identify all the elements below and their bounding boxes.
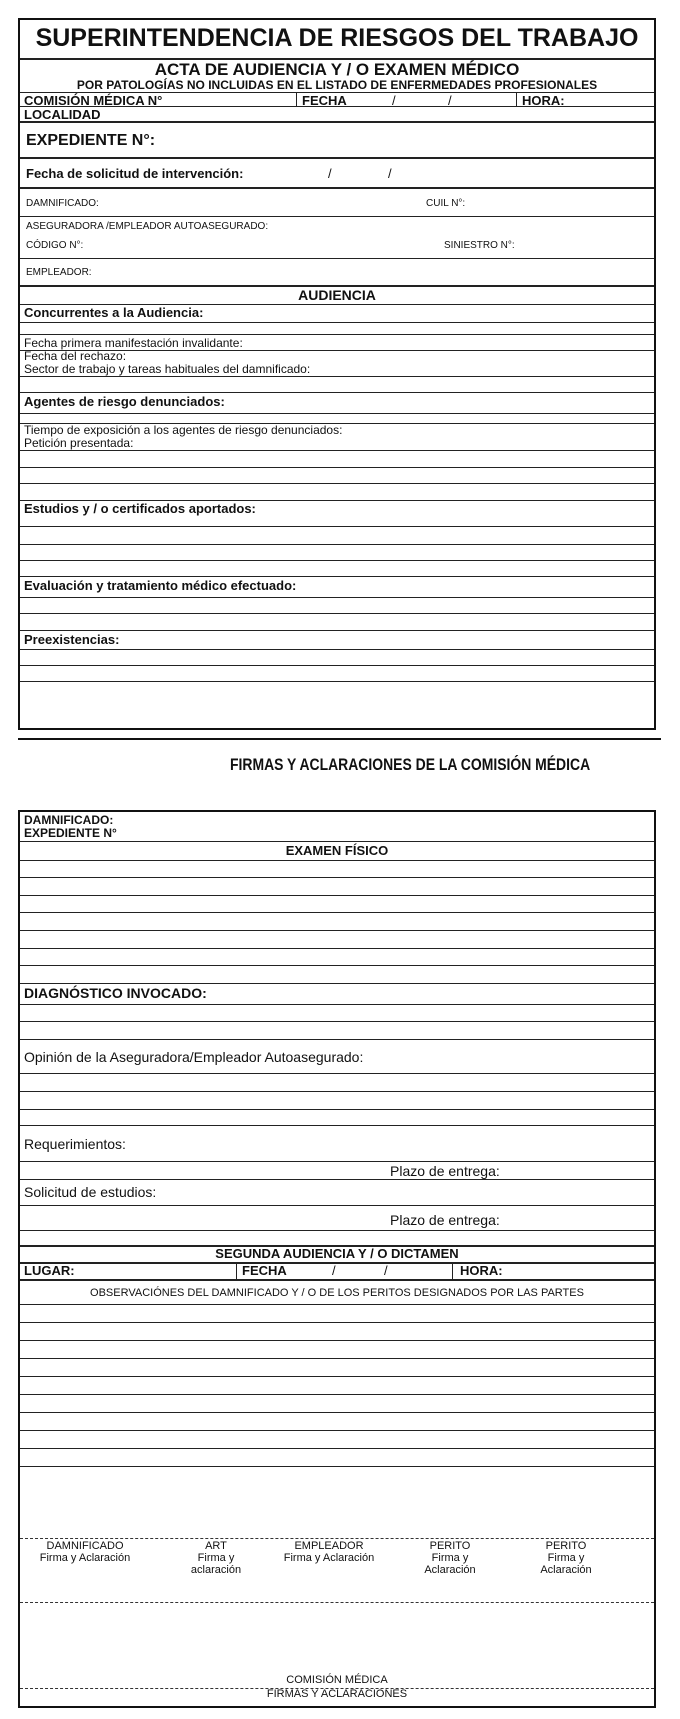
signature-line (20, 1602, 654, 1603)
divider (20, 1376, 654, 1377)
divider (20, 1091, 654, 1092)
divider (20, 1205, 654, 1206)
date-slash: / (392, 93, 396, 108)
plazo-entrega-label: Plazo de entrega: (390, 1163, 500, 1179)
divider (20, 983, 654, 984)
divider (20, 1279, 654, 1281)
lugar-label: LUGAR: (24, 1263, 75, 1278)
divider (20, 895, 654, 896)
divider (20, 544, 654, 545)
divider (20, 576, 654, 577)
signature-sub: Firma y Aclaración (283, 1552, 375, 1564)
divider (20, 1004, 654, 1005)
signature-name: EMPLEADOR (294, 1540, 364, 1552)
divider (20, 665, 654, 666)
form-page-1 (18, 18, 656, 730)
empleador-label: EMPLEADOR: (26, 267, 92, 278)
divider (20, 1322, 654, 1323)
signature-line (20, 1538, 654, 1539)
agentes-label: Agentes de riesgo denunciados: (24, 394, 225, 409)
divider (20, 877, 654, 878)
opinion-label: Opinión de la Aseguradora/Empleador Autoasegurado: (24, 1049, 364, 1065)
date-slash: / (388, 166, 392, 181)
divider (20, 681, 654, 682)
divider (20, 597, 654, 598)
divider (20, 413, 654, 414)
signature-sub: Firma y Aclaración (39, 1552, 131, 1564)
sector-label: Sector de trabajo y tareas habituales del damnificado: (24, 362, 311, 376)
damnificado-label: DAMNIFICADO: (26, 198, 99, 209)
requerimientos-label: Requerimientos: (24, 1136, 126, 1152)
divider (20, 322, 654, 323)
divider (20, 187, 654, 189)
concurrentes-label: Concurrentes a la Audiencia: (24, 305, 204, 320)
divider (20, 157, 654, 159)
comision-medica-label: COMISIÓN MÉDICA (286, 1674, 388, 1686)
divider (20, 860, 654, 861)
primera-manifestacion-label: Fecha primera manifestación invalidante: (24, 336, 243, 350)
divider (20, 1179, 654, 1180)
divider (20, 216, 654, 217)
diagnostico-label: DIAGNÓSTICO INVOCADO: (24, 985, 207, 1001)
solicitud-estudios-label: Solicitud de estudios: (24, 1184, 157, 1200)
signature-sub: Firma y Aclaración (424, 1552, 476, 1576)
divider (20, 1448, 654, 1449)
date-slash: / (384, 1263, 388, 1278)
divider (20, 392, 654, 393)
audiencia-title: AUDIENCIA (298, 287, 376, 303)
divider (20, 526, 654, 527)
signature-sub: Firma y Aclaración (540, 1552, 592, 1576)
cut-line (18, 738, 661, 740)
divider (20, 1109, 654, 1110)
acta-subtitle-2: POR PATOLOGÍAS NO INCLUIDAS EN EL LISTADO DE ENFERMEDADES PROFESIONALES (76, 78, 598, 92)
divider (20, 258, 654, 259)
signature-name: PERITO (429, 1540, 471, 1552)
divider (516, 92, 517, 106)
acta-subtitle: ACTA DE AUDIENCIA Y / O EXAMEN MÉDICO (154, 60, 520, 79)
signature-sub: Firma y aclaración (190, 1552, 242, 1576)
fecha-solicitud-label: Fecha de solicitud de intervención: (26, 166, 244, 181)
peticion-label: Petición presentada: (24, 436, 134, 450)
divider (20, 1430, 654, 1431)
divider (20, 649, 654, 650)
divider (20, 948, 654, 949)
divider (20, 930, 654, 931)
estudios-label: Estudios y / o certificados aportados: (24, 501, 256, 516)
divider (452, 1262, 453, 1279)
divider (20, 1073, 654, 1074)
fecha-label: FECHA (302, 93, 347, 108)
page-title: SUPERINTENDENCIA DE RIESGOS DEL TRABAJO (35, 24, 639, 52)
divider (20, 1021, 654, 1022)
divider (20, 1125, 654, 1126)
firmas-aclaraciones-label: FIRMAS Y ACLARACIONES (266, 1688, 408, 1700)
divider (20, 613, 654, 614)
signature-name: ART (205, 1540, 227, 1552)
divider (20, 1466, 654, 1467)
examen-fisico-title: EXAMEN FÍSICO (285, 843, 389, 858)
signature-name: DAMNIFICADO (46, 1540, 124, 1552)
divider (20, 1358, 654, 1359)
divider (20, 106, 654, 107)
divider (20, 376, 654, 377)
divider (20, 467, 654, 468)
divider (20, 630, 654, 631)
codigo-label: CÓDIGO N°: (26, 240, 84, 251)
signature-art (188, 1540, 244, 1576)
divider (20, 1039, 654, 1040)
divider (20, 1230, 654, 1231)
divider (20, 912, 654, 913)
divider (296, 92, 297, 106)
date-slash: / (328, 166, 332, 181)
tiempo-label: Tiempo de exposición a los agentes de riesgo denunciados: (24, 423, 343, 437)
divider (20, 1340, 654, 1341)
damnificado-label: DAMNIFICADO: (24, 813, 114, 827)
divider (20, 1394, 654, 1395)
divider (20, 1304, 654, 1305)
fecha-label: FECHA (242, 1263, 287, 1278)
date-slash: / (448, 93, 452, 108)
divider (20, 965, 654, 966)
hora-label: HORA: (460, 1263, 503, 1278)
signature-name: PERITO (545, 1540, 587, 1552)
divider (20, 841, 654, 842)
evaluacion-label: Evaluación y tratamiento médico efectuado: (24, 578, 297, 593)
divider (20, 560, 654, 561)
preexistencias-label: Preexistencias: (24, 632, 120, 647)
comision-label: COMISIÓN MÉDICA N° (24, 93, 163, 108)
signature-perito-1 (418, 1540, 482, 1576)
divider (20, 1412, 654, 1413)
firmas-header: FIRMAS Y ACLARACIONES DE LA COMISIÓN MÉDICA (230, 755, 591, 774)
siniestro-label: SINIESTRO N°: (444, 240, 515, 251)
form-page-2 (18, 810, 656, 1708)
localidad-label: LOCALIDAD (24, 107, 101, 122)
divider (20, 450, 654, 451)
segunda-audiencia-title: SEGUNDA AUDIENCIA Y / O DICTAMEN (215, 1246, 459, 1261)
divider (20, 483, 654, 484)
expediente-label: EXPEDIENTE N° (24, 826, 117, 840)
divider (20, 1262, 654, 1264)
signature-perito-2 (534, 1540, 598, 1576)
divider (236, 1262, 237, 1279)
cuil-label: CUIL N°: (426, 198, 466, 209)
divider (20, 121, 654, 123)
signature-empleador (270, 1540, 388, 1564)
expediente-label: EXPEDIENTE N°: (26, 132, 156, 149)
divider (20, 1161, 654, 1162)
rechazo-label: Fecha del rechazo: (24, 349, 127, 363)
date-slash: / (332, 1263, 336, 1278)
hora-label: HORA: (522, 93, 565, 108)
observaciones-label: OBSERVACIÓNES DEL DAMNIFICADO Y / O DE LOS PERITOS DESIGNADOS POR LAS PARTES (90, 1287, 584, 1299)
aseguradora-label: ASEGURADORA /EMPLEADOR AUTOASEGURADO: (26, 221, 269, 232)
divider (20, 334, 654, 335)
signature-damnificado (26, 1540, 144, 1564)
plazo-entrega-label: Plazo de entrega: (390, 1212, 500, 1228)
